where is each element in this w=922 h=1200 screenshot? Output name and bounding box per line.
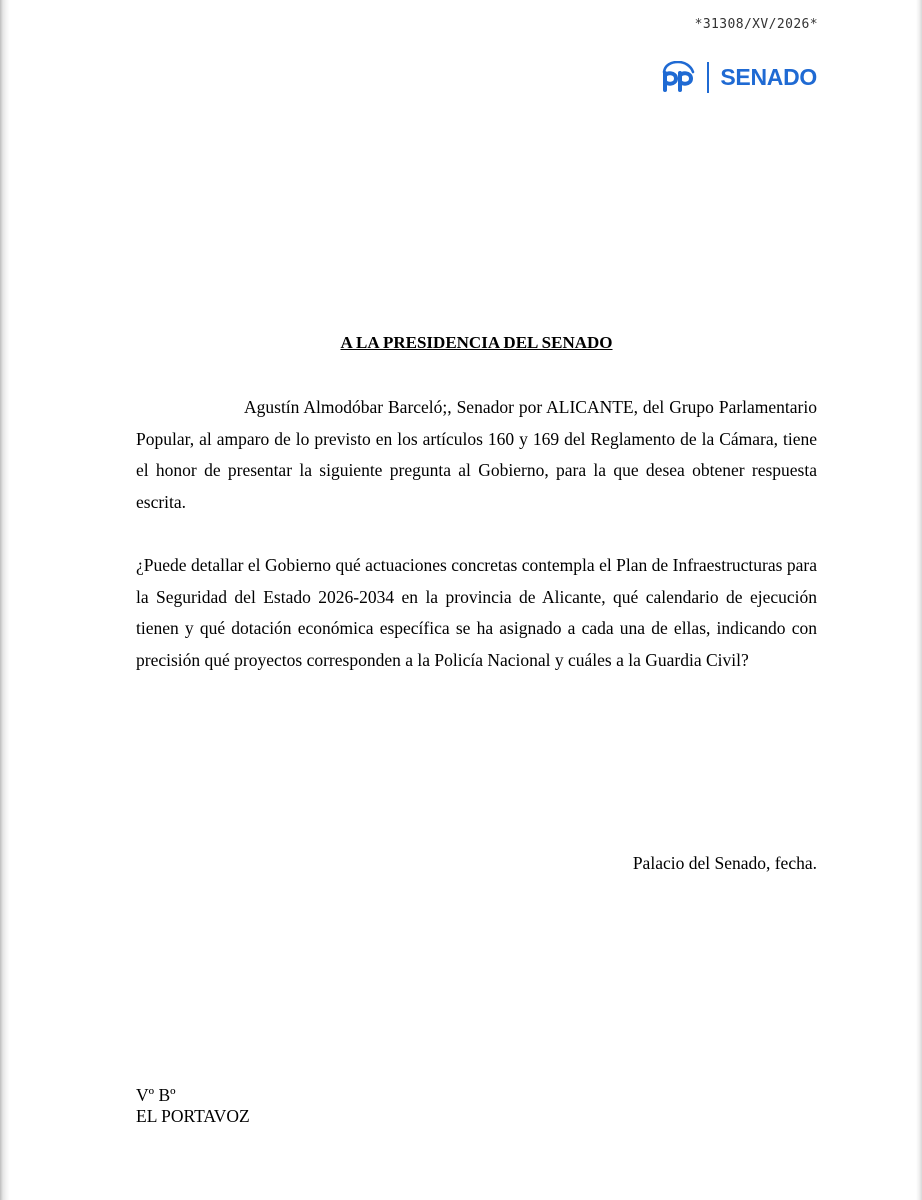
signature-block <box>136 1085 250 1127</box>
pp-senado-logo <box>657 60 817 94</box>
approval-line: Vº Bº <box>136 1085 176 1105</box>
question-paragraph: ¿Puede detallar el Gobierno qué actuaciones concretas contempla el Plan de Infraestructuras para la Seguridad del Estado 2026-2034 en la provincia de Alicante, qué calendario de ejecución tienen y qué dotación económica específica se ha asignado a cada una de ellas, indicando con precisión qué proyectos corresponden a la Policía Nacional y cuáles a la Guardia Civil? <box>136 555 817 670</box>
document-title: A LA PRESIDENCIA DEL SENADO <box>340 333 613 352</box>
pp-logo-icon <box>657 61 699 93</box>
page-edge-shadow <box>0 0 10 1200</box>
logo-institution-text: SENADO <box>720 64 817 90</box>
intro-paragraph: Agustín Almodóbar Barceló;, Senador por ALICANTE, del Grupo Parlamentario Popular, al amparo de lo previsto en los artículos 160 y 169 del Reglamento de la Cámara, tiene el honor de presentar la siguiente pregunta al Gobierno, para la que desea obtener respuesta escrita. <box>136 397 817 512</box>
signatory-role: EL PORTAVOZ <box>136 1106 250 1126</box>
registration-number: *31308/XV/2026* <box>694 17 818 32</box>
place-date-line: Palacio del Senado, fecha. <box>632 853 817 873</box>
page-edge-shadow-right <box>916 0 922 1200</box>
logo-divider <box>707 62 709 93</box>
